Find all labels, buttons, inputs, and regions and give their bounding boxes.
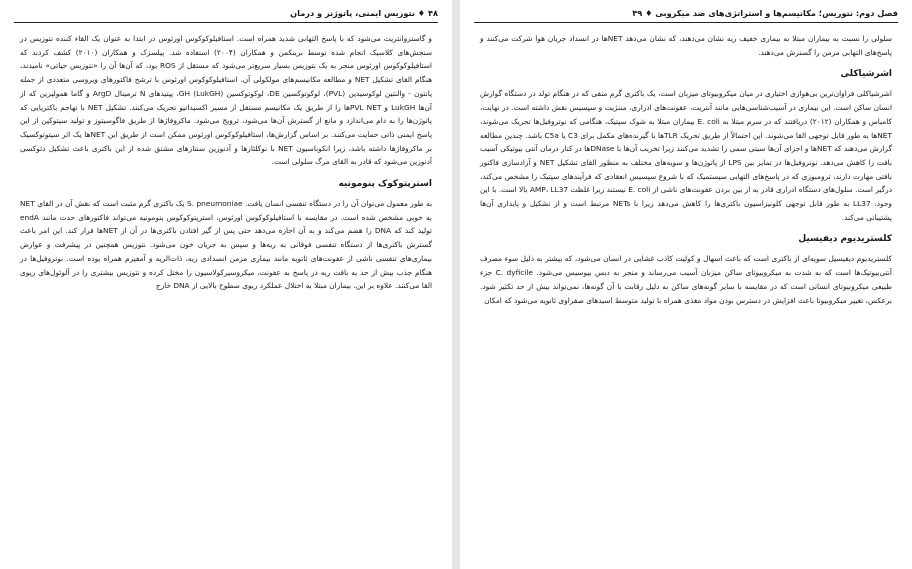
paragraph: و گاستروانتریت می‌شود که با پاسخ التهابی شدید همراه است. استافیلوکوکوس اورئوس در ابتدا به عنوان یک القاء کننده نتوزیس در سنجش‌های کلاسیک انجام شده توسط برینکمن و همکاران (۲۰۰۴) استفاده شد. پیلسزک و همکاران (۲۰۱۰) کشف کردند که استافیلوکوکوس اورئوس منجر به یک نتوزیس بسیار سریع‌تر می‌شود که مستقل از ROS بود، که آن‌ها آن را «نتوزیس حیاتی» نامیدند، هنگام القای تشکیل NET و مطالعه مکانیسم‌های مولکولی آن. استافیلوکوکوس اورئوس با ترشح فاکتورهای ویروسی متعددی از جمله پانتون - والنتین لوکوسیدین (PVL)، لوکوتوکسین DE، لوکوتوکسین GH (LukGH)، پپتیدهای N ترمینال ArgD و گاما همولیزین که از آن‌ها LukGH و PVL NETها را از طریق یک مکانیسم مستقل از مسیر اکسیداتیو تحریک می‌کنند. تشکیل NET با تهاجم باکتریایی که پاتوژن‌ها را به دام می‌اندازد و مانع از گسترش آن‌ها می‌شود، ترویج می‌شود. ماکروفاژها از طریق فاگوسیتوز و تولید سیتوکین از این پاسخ ایمنی ذاتی حمایت می‌کنند. بر اساس گزارش‌ها، استافیلوکوکوس اورئوس ممکن است از طریق این NETها یک اثر سیتوتوکسیک بر ماکروفاژها داشته باشد، زیرا انکوباسیون NET با نوکلئازها و آدنوزین سنتازهای مشتق شده از این باکتری باعث تشکیل دئوکسی آدنوزین می‌شود که قادر به القای مرگ سلولی است. — [20, 34, 433, 167]
page-header-left — [14, 6, 438, 20]
header-title-right: فصل دوم: نتوزیس؛ مکانیسم‌ها و استراتژی‌های ضد میکروبی ♦ ۴۹ — [632, 8, 898, 18]
paragraph: کلستریدیوم دیفیسیل سویه‌ای از باکتری است که باعث اسهال و کولیت کاذب غشایی در انسان می‌شود، که بیشتر به دلیل سوء مصرف آنتی‌بیوتیک‌ها است که به شدت به میکروبیوتای ساکن میزبان آسیب می‌رساند و منجر به دیس بیوسیس می‌شود. C. dyficile جزء طبیعی میکروبیوتای انسانی است که در مقایسه با سایر گونه‌های ساکن به دلیل رقابت با آن گونه‌ها، نمی‌تواند بیش از حد تکثیر شود. برعکس، تغییر میکروبیوتا باعث افزایش در دسترس بودن مواد مغذی همراه با تولید متوسط اسیدهای صفراوی ثانویه می‌شود که امکان — [480, 254, 892, 305]
page-gutter — [452, 0, 460, 569]
section-heading: اشرشیاکلی — [840, 69, 892, 80]
header-rule-right — [474, 22, 898, 23]
section-heading: کلستریدیوم دیفیسیل — [798, 234, 892, 245]
section-heading: استرپتوکوک پنومونیه — [338, 179, 432, 190]
paragraph: به طور معمول می‌توان آن را در دستگاه تنفسی انسان یافت. S. pneumoniae یک باکتری گرم مثبت است که نقش آن در القای NET به خوبی مشخص شده است. در مقایسه با استافیلوکوکوس اورئوس، استرپتوکوکوس پنومونیه می‌تواند فاکتورهای حدت مانند endA تولید کند که DNA را هضم می‌کند و به آن اجازه می‌دهد حتی پس از گیر افتادن باکتری‌ها در آن از NETها فرار کند. این امر باعث گسترش باکتری‌ها از دستگاه تنفسی فوقانی به ریه‌ها و سپس به جریان خون می‌شود. نتوزیس همچنین در پیشرفت و عوارض بیماری‌های تنفسی ناشی از عفونت‌های ثانویه مانند بیماری مزمن انسدادی ریه، ذات‌الریه و آمفیزم همراه بوده است. نوتروفیل‌ها در هنگام جذب بیش از حد به بافت ریه در پاسخ به عفونت، میکروسیرکولاسیون را مختل کرده و نتوزیس بیشتری را در آلوئول‌های ریوی القا می‌کنند. علاوه بر این، بیماران مبتلا به اختلال عملکرد ریوی سطوح بالایی از DNA خارج — [20, 199, 433, 291]
paragraph: سلولی را نسبت به بیماران مبتلا به بیماری خفیف ریه نشان می‌دهند، که نشان می‌دهد NETها در انسداد جریان هوا شرکت می‌کنند و پاسخ‌های التهابی مزمن را گسترش می‌دهند. — [480, 34, 892, 57]
header-rule-left — [14, 22, 438, 23]
page-header-right — [474, 6, 898, 20]
page-content-right — [480, 32, 892, 311]
page-right — [460, 0, 912, 569]
page-left — [0, 0, 452, 569]
page-content-left — [20, 32, 432, 297]
paragraph: اشرشیاکلی فراوان‌ترین بی‌هوازی اختیاری در میان میکروبیوتای میزبان است، یک باکتری گرم منفی که در هنگام تولد در دستگاه گوارش انسان ساکن است. این بیماری در آسیب‌شناسی‌هایی مانند آنتریت، عفونت‌های ادراری، مننژیت و سپسیس نقش داشته است. در نهایت، کامباس و همکاران (۲۰۱۲) دریافتند که در سرم مبتلا به E. coli بیماران مبتلا به شوک سپتیک، هنگامی که نوتروفیل‌ها تحریک می‌شوند، NETها به طور قابل توجهی القا می‌شوند. این احتمالاً از طریق تحریک TLRها با گیرنده‌های مکمل برای C3 یا C5a باشد. چندین مطالعه گزارش می‌دهند که NETها و اجزای آن‌ها سیتی سمی را تشدید می‌کنند زیرا تخریب آن‌ها با DNaseها در کنار درمان آنتی بیوتیکی آسیب بافت را کاهش می‌دهد. نوتروفیل‌ها در تمایز بین LPS از پاتوژن‌ها و سویه‌های مختلف به منظور القای تشکیل NET و آزادسازی فاکتور بافتی مهارت دارند، ترومبوزی که در پاسخ‌های التهابی سیستمیک که با شروع سپسیس انعقادی که فرآیندهای سپتیک را مشخص می‌کند، درگیر است. سلول‌های دستگاه ادراری قادر به از بین بردن عفونت‌های ناشی از E. coli نیستند زیرا غلظت AMP، LL37 بالا است. با این وجود، LL37 به طور قابل توجهی کلونیزاسیون باکتری‌ها را کاهش می‌دهد زیرا با NETs مرتبط است و از تشکیل و پایداری آن‌ها پشتیبانی می‌کند. — [480, 89, 893, 222]
header-title-left: ۴۸ ♦ نتوزیس ایمنی، پاتوژنز و درمان — [290, 8, 438, 18]
